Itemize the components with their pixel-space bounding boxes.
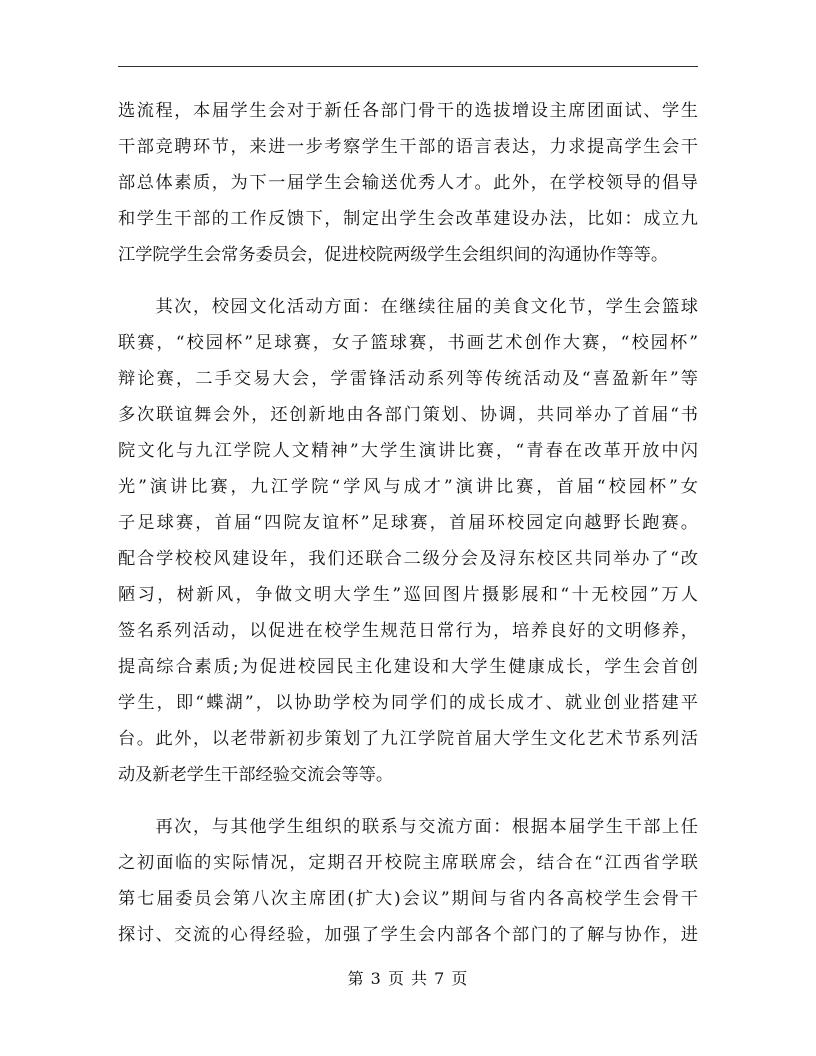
text-line: 探讨、交流的心得经验，加强了学生会内部各个部门的了解与协作，进 [118,925,698,945]
text-line: 学生，即“蝶湖”，以协助学校为同学们的成长成才、就业创业搭建平 [118,693,698,713]
paragraph-gap [118,793,698,809]
text-line: 子足球赛，首届“四院友谊杯”足球赛，首届环校园定向越野长跑赛。 [118,513,698,533]
text-line: 干部竞聘环节，来进一步考察学生干部的语言表达，力求提高学生会干 [118,137,698,157]
text-line: 之初面临的实际情况，定期召开校院主席联席会，结合在“江西省学联 [118,853,698,873]
paragraph [118,289,698,793]
text-line: 其次，校园文化活动方面：在继续往届的美食文化节，学生会篮球 [118,297,698,317]
header-rule [118,66,698,67]
text-line: 光”演讲比赛，九江学院“学风与成才”演讲比赛，首届“校园杯”女 [118,477,698,497]
text-line: 江学院学生会常务委员会，促进校院两级学生会组织间的沟通协作等等。 [118,245,669,265]
text-line: 提高综合素质;为促进校园民主化建设和大学生健康成长，学生会首创 [118,657,698,677]
text-line: 第七届委员会第八次主席团(扩大)会议”期间与省内各高校学生会骨干 [118,889,698,909]
paragraph [118,93,698,273]
text-line: 辩论赛，二手交易大会，学雷锋活动系列等传统活动及“喜盈新年”等 [118,369,698,389]
text-line: 多次联谊舞会外，还创新地由各部门策划、协调，共同举办了首届“书 [118,405,698,425]
text-line: 陋习，树新风，争做文明大学生”巡回图片摄影展和“十无校园”万人 [118,585,698,605]
document-body [118,93,698,953]
text-line: 签名系列活动，以促进在校学生规范日常行为，培养良好的文明修养， [118,621,698,641]
text-line: 台。此外，以老带新初步策划了九江学院首届大学生文化艺术节系列活 [118,729,698,749]
text-line: 再次，与其他学生组织的联系与交流方面：根据本届学生干部上任 [118,817,698,837]
text-line: 和学生干部的工作反馈下，制定出学生会改革建设办法，比如：成立九 [118,209,698,229]
text-line: 动及新老学生干部经验交流会等等。 [118,765,394,785]
text-line: 部总体素质，为下一届学生会输送优秀人才。此外，在学校领导的倡导 [118,173,698,193]
text-line: 院文化与九江学院人文精神”大学生演讲比赛，“青春在改革开放中闪 [118,441,698,461]
paragraph-gap [118,273,698,289]
text-line: 联赛，“校园杯”足球赛，女子篮球赛，书画艺术创作大赛，“校园杯” [118,333,698,353]
text-line: 选流程，本届学生会对于新任各部门骨干的选拔增设主席团面试、学生 [118,101,698,121]
page-number-footer: 第 3 页 共 7 页 [347,969,469,988]
text-line: 配合学校校风建设年，我们还联合二级分会及浔东校区共同举办了“改 [118,549,698,569]
paragraph [118,809,698,953]
